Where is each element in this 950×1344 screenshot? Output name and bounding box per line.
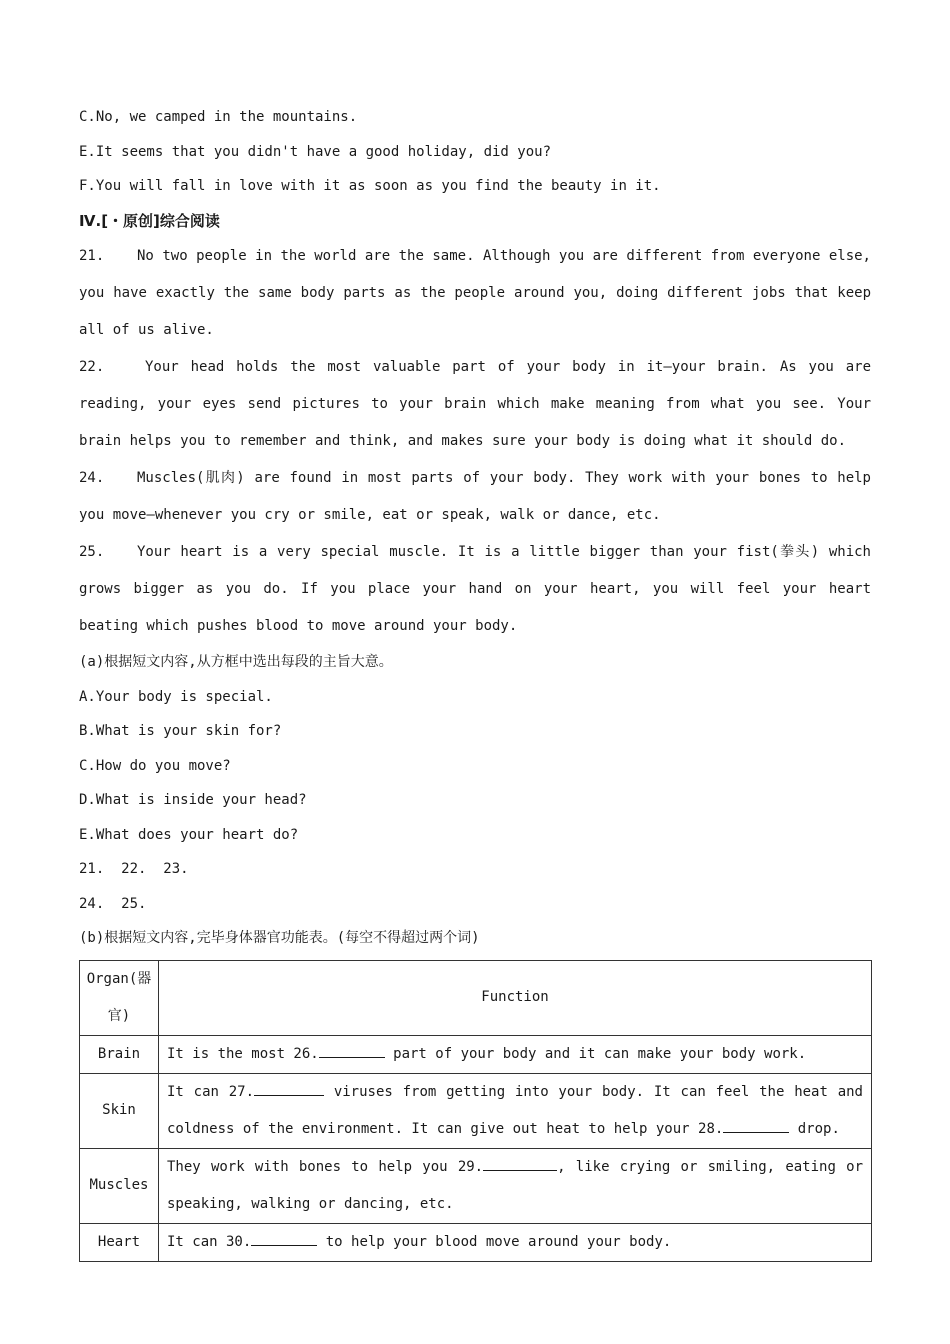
paragraph-22: [79, 349, 871, 460]
paragraph-25: [79, 534, 871, 645]
part-a-option-d: D.What is inside your head?: [79, 792, 307, 808]
part-a-option-a: A.Your body is special.: [79, 688, 273, 705]
blank-30[interactable]: [251, 1231, 317, 1246]
function-heart: It can 30. to help your blood move around your body.: [159, 1223, 872, 1261]
organ-skin: Skin: [80, 1073, 159, 1148]
option-f: F.You will fall in love with it as soon as you find the beauty in it.: [79, 178, 661, 194]
answer-line-2: 24. 25.: [79, 895, 147, 912]
section-numeral: Ⅳ.: [79, 211, 102, 230]
answer-line-1: 21. 22. 23.: [79, 861, 189, 877]
paragraph-text: Muscles(肌肉) are found in most parts of your body. They work with your bones to help you move—whenever you cry or smile, eat or speak, walk or dance, etc.: [79, 470, 871, 523]
table-row: [80, 1148, 872, 1223]
blank-28[interactable]: [723, 1118, 789, 1133]
table-row: [80, 1035, 872, 1073]
paragraph-number: 25.: [79, 544, 105, 560]
part-a-option-c: C.How do you move?: [79, 757, 231, 774]
table-header-row: [80, 960, 872, 1035]
table-row: [80, 1223, 872, 1261]
table-row: [80, 1073, 872, 1148]
organ-brain: Brain: [80, 1035, 159, 1073]
organ-heart: Heart: [80, 1223, 159, 1261]
part-a-instruction: (a)根据短文内容,从方框中选出每段的主旨大意。: [79, 654, 393, 670]
blank-26[interactable]: [319, 1043, 385, 1058]
blank-27[interactable]: [254, 1081, 324, 1096]
function-skin: It can 27. viruses from getting into your body. It can feel the heat and coldness of the environment. It can give out heat to help your 28. drop.: [159, 1073, 872, 1148]
part-a-option-b: B.What is your skin for?: [79, 723, 282, 739]
section-bracket: [・原创]: [101, 211, 160, 230]
section-heading: [79, 204, 871, 239]
paragraph-number: 24.: [79, 470, 105, 486]
header-organ: Organ(器官): [80, 960, 159, 1035]
option-c: C.No, we camped in the mountains.: [79, 109, 358, 125]
paragraph-number: 22.: [79, 359, 105, 375]
paragraph-21: [79, 238, 871, 349]
section-title: 综合阅读: [159, 211, 220, 230]
worksheet-page: [79, 100, 871, 1262]
function-brain: It is the most 26. part of your body and it can make your body work.: [159, 1035, 872, 1073]
blank-29[interactable]: [483, 1156, 557, 1171]
part-a-option-e: E.What does your heart do?: [79, 826, 299, 843]
option-e: E.It seems that you didn't have a good holiday, did you?: [79, 143, 552, 160]
header-function: Function: [159, 960, 872, 1035]
paragraph-24: [79, 460, 871, 534]
organ-muscles: Muscles: [80, 1148, 159, 1223]
paragraph-text: Your head holds the most valuable part of your body in it—your brain. As you are reading, your eyes send pictures to your brain which make meaning from what you see. Your brain helps you to remember and think, and makes sure your body is doing what it should do.: [79, 359, 871, 449]
paragraph-text: Your heart is a very special muscle. It is a little bigger than your fist(拳头) which grows bigger as you do. If you place your hand on your heart, you will feel your heart beating which pushes blood to move around your body.: [79, 544, 871, 634]
organ-function-table: [79, 960, 872, 1262]
part-b-instruction: (b)根据短文内容,完毕身体器官功能表。(每空不得超过两个词): [79, 930, 480, 946]
function-muscles: They work with bones to help you 29. , like crying or smiling, eating or speaking, walking or dancing, etc.: [159, 1148, 872, 1223]
paragraph-number: 21.: [79, 248, 105, 264]
paragraph-text: No two people in the world are the same. Although you are different from everyone else, you have exactly the same body parts as the people around you, doing different jobs that keep all of us alive.: [79, 248, 871, 338]
